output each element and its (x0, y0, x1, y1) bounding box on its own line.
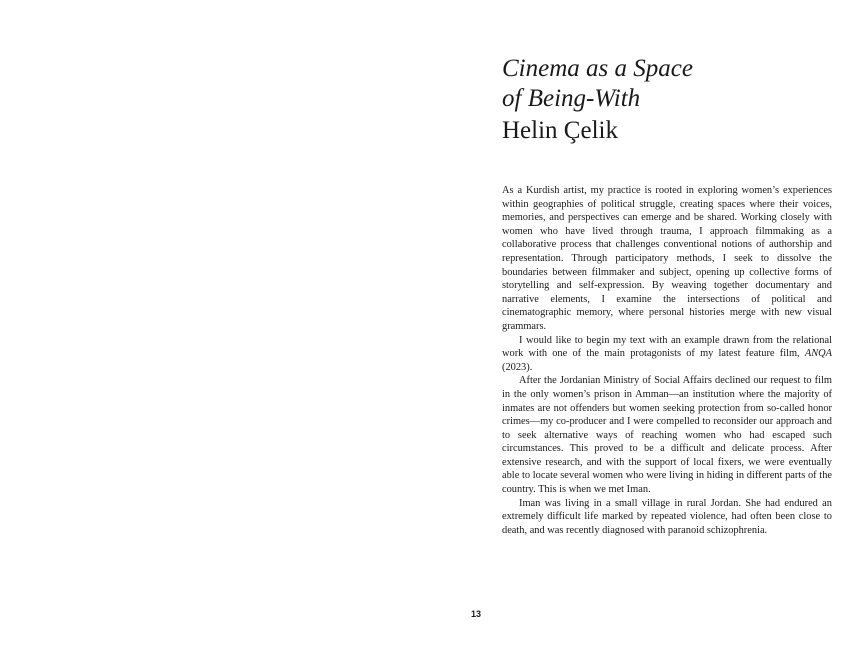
page-number: 13 (470, 609, 481, 619)
chapter-author: Helin Çelik (502, 117, 618, 144)
paragraph-3: After the Jordanian Ministry of Social Affairs declined our request to film in the only women’s prison in Amman—an institution where the majority of inmates are not offenders but women seeking protection from so-called honor crimes—my co-producer and I were compelled to reconsider our approach and to seek alternative ways of reaching women who had escaped such circumstances. This proved to be a difficult and delicate process. After extensive research, and with the support of local fixers, we were eventually able to locate several women who were living in hiding in different parts of the country. This is when we met Iman. (502, 375, 832, 496)
paragraph-2 (502, 334, 832, 375)
paragraph-2-text-b: (2023). (502, 361, 533, 373)
chapter-heading (502, 54, 832, 148)
paragraph-2-text-a: I would like to begin my text with an example drawn from the relational work with one of the main protagonists of my latest feature film, (502, 334, 832, 360)
body-text (502, 184, 832, 537)
film-title: ANQA (804, 348, 832, 360)
chapter-title-line-2: of Being-With (502, 85, 641, 112)
paragraph-4: Iman was living in a small village in rural Jordan. She had endured an extremely difficult life marked by repeated violence, had often been close to death, and was recently diagnosed with paranoid schizophrenia. (502, 497, 832, 536)
paragraph-1: As a Kurdish artist, my practice is rooted in exploring women’s experiences within geographies of political struggle, creating spaces where their voices, memories, and perspectives can emerge and be shared. Working closely with women who have lived through trauma, I approach filmmaking as a collaborative process that challenges conventional notions of authorship and representation. Through participatory methods, I seek to dissolve the boundaries between filmmaker and subject, opening up collective forms of storytelling and self-expression. By weaving together documentary and narrative elements, I examine the intersections of political and cinematographic memory, where personal histories merge with new visual grammars. (502, 185, 832, 332)
chapter-title-line-1: Cinema as a Space (502, 55, 693, 82)
